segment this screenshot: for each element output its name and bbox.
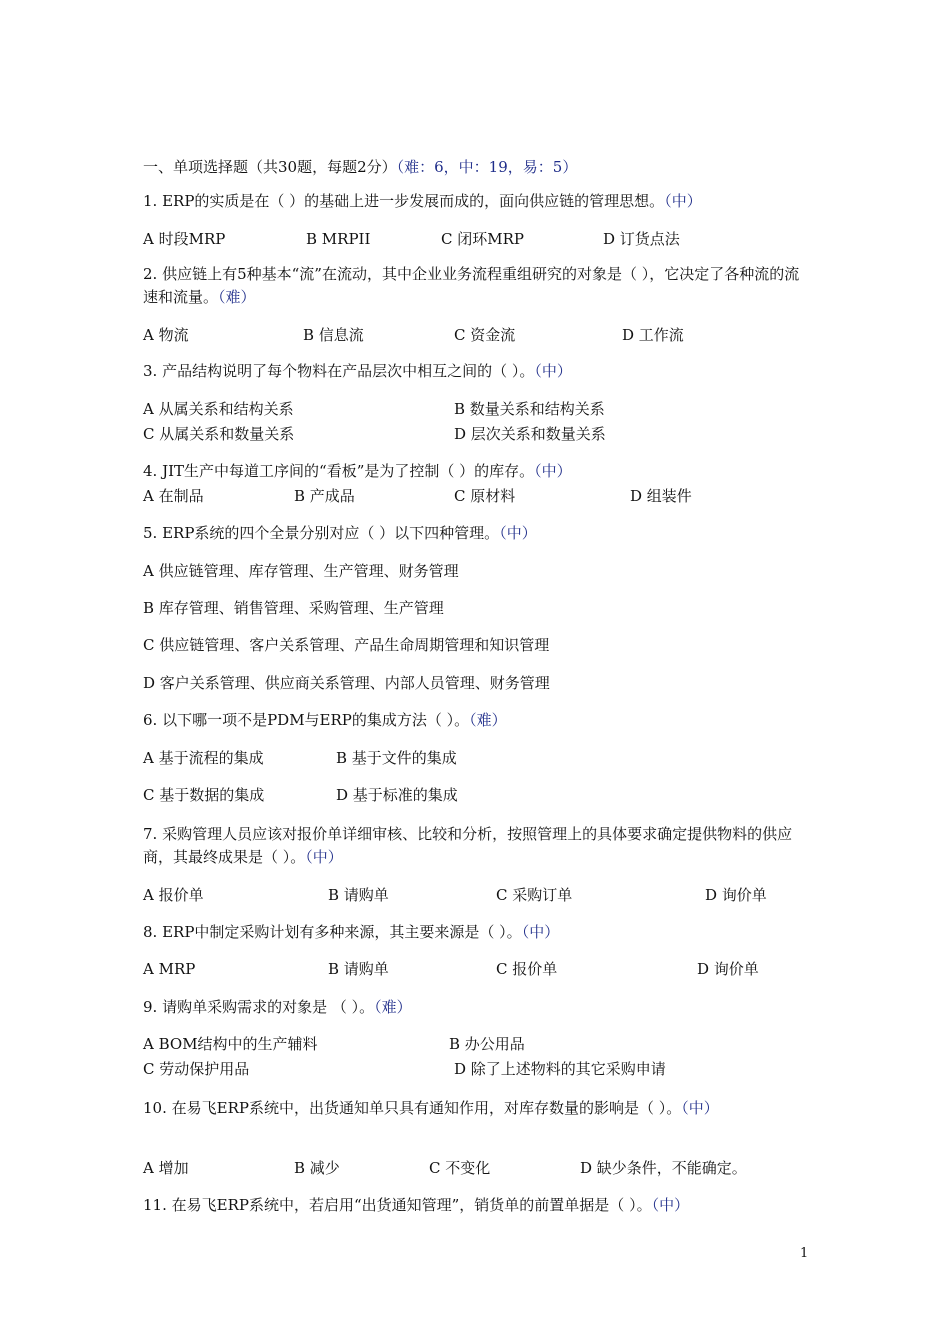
option-b: B 数量关系和结构关系 [454,400,605,418]
option-d: D 层次关系和数量关系 [454,425,606,443]
option-d: D 客户关系管理、供应商关系管理、内部人员管理、财务管理 [143,674,550,692]
question-10 [143,1097,808,1120]
page-number: 1 [800,1246,809,1261]
option-a: A 供应链管理、库存管理、生产管理、财务管理 [143,562,459,580]
option-a: A 时段MRP [143,230,226,248]
option-d: D 工作流 [622,326,684,344]
difficulty-tag: （中） [681,1099,719,1117]
question-text: 7. 采购管理人员应该对报价单详细审核、比较和分析，按照管理上的具体要求确定提供物料的供应商，其最终成果是（ ）。 [143,825,793,866]
option-a: A 基于流程的集成 [143,749,264,767]
option-b: B MRPII [306,230,371,248]
option-d: D 询价单 [697,960,759,978]
section-header [143,158,808,176]
question-2 [143,263,808,309]
option-b: B 请购单 [328,960,389,978]
option-a: A 物流 [143,326,189,344]
question-6 [143,711,808,729]
question-text: 1. ERP的实质是在（ ）的基础上进一步发展而成的，面向供应链的管理思想。 [143,192,665,210]
option-c: C 原材料 [454,487,516,505]
question-text: 8. ERP中制定采购计划有多种来源，其主要来源是（ ）。 [143,923,522,941]
option-c: C 不变化 [429,1159,491,1177]
option-c: C 采购订单 [496,886,573,904]
question-11 [143,1196,808,1214]
difficulty-tag: （中） [305,848,343,866]
option-c: C 闭环MRP [441,230,524,248]
question-text: 11. 在易飞ERP系统中，若启用“出货通知管理”，销货单的前置单据是（ ）。 [143,1196,652,1214]
question-text: 4. JIT生产中每道工序间的“看板”是为了控制（ ）的库存。 [143,462,535,480]
question-3 [143,362,808,380]
option-a: A 在制品 [143,487,204,505]
option-c: C 基于数据的集成 [143,786,265,804]
difficulty-tag: （难） [218,288,256,306]
question-text: 10. 在易飞ERP系统中，出货通知单只具有通知作用，对库存数量的影响是（ ）。 [143,1099,682,1117]
question-text: 9. 请购单采购需求的对象是 （ ）。 [143,998,375,1016]
option-d: D 询价单 [705,886,767,904]
option-b: B 产成品 [294,487,355,505]
option-a: A 从属关系和结构关系 [143,400,294,418]
difficulty-tag: （中） [664,192,702,210]
option-d: D 基于标准的集成 [336,786,458,804]
difficulty-tag: （难） [469,711,507,729]
option-c: C 报价单 [496,960,558,978]
option-a: A 报价单 [143,886,204,904]
option-d: D 组装件 [630,487,692,505]
option-c: C 从属关系和数量关系 [143,425,295,443]
difficulty-tag: （中） [651,1196,690,1214]
section-title: 一、单项选择题（共30题，每题2分） [143,158,397,176]
question-text: 6. 以下哪一项不是PDM与ERP的集成方法（ ）。 [143,711,470,729]
difficulty-tag: （中） [534,462,572,480]
question-text: 3. 产品结构说明了每个物料在产品层次中相互之间的（ ）。 [143,362,535,380]
difficulty-tag: （难） [374,998,412,1016]
option-b: B 信息流 [303,326,364,344]
option-c: C 资金流 [454,326,516,344]
question-text: 5. ERP系统的四个全景分别对应（ ）以下四种管理。 [143,524,500,542]
option-c: C 劳动保护用品 [143,1060,250,1078]
option-d: D 除了上述物料的其它采购申请 [454,1060,666,1078]
question-1 [143,192,808,210]
option-b: B 请购单 [328,886,389,904]
question-7 [143,823,808,869]
difficulty-tag: （中） [499,524,537,542]
option-d: D 订货点法 [603,230,680,248]
option-d: D 缺少条件，不能确定。 [580,1159,747,1177]
option-b: B 办公用品 [449,1035,525,1053]
option-c: C 供应链管理、客户关系管理、产品生命周期管理和知识管理 [143,636,550,654]
option-b: B 库存管理、销售管理、采购管理、生产管理 [143,599,444,617]
question-8 [143,923,808,941]
option-a: A MRP [143,960,196,978]
question-9 [143,998,808,1016]
question-5 [143,524,808,542]
section-difficulty: （难：6，中：19，易：5） [396,158,578,176]
option-b: B 基于文件的集成 [336,749,457,767]
option-a: A BOM结构中的生产辅料 [143,1035,318,1053]
option-b: B 减少 [294,1159,340,1177]
difficulty-tag: （中） [534,362,572,380]
option-a: A 增加 [143,1159,189,1177]
question-4 [143,462,808,480]
question-text: 2. 供应链上有5种基本“流”在流动，其中企业业务流程重组研究的对象是（ ），它决定了各种流的流速和流量。 [143,265,800,306]
difficulty-tag: （中） [521,923,560,941]
